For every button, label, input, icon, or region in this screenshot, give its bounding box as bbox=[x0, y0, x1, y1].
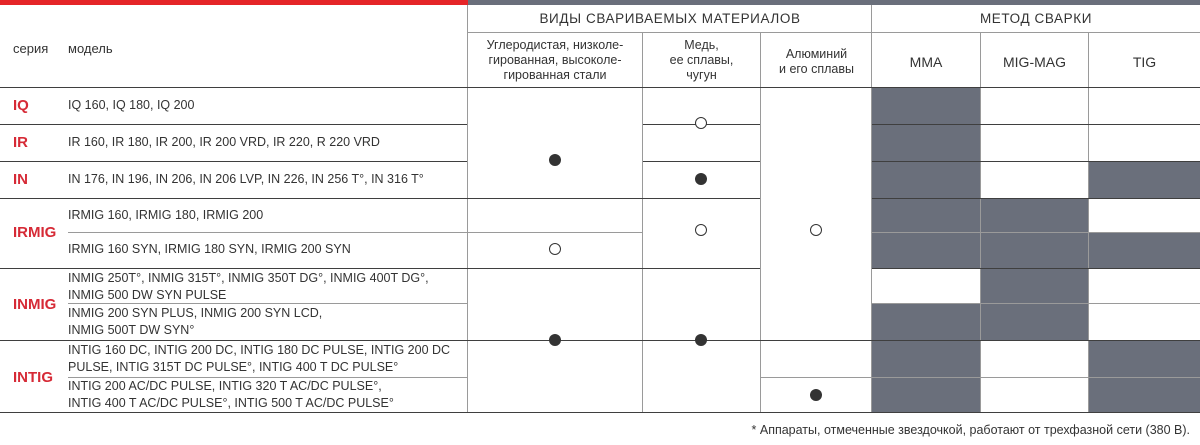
materials-group-header: ВИДЫ СВАРИВАЕМЫХ МАТЕРИАЛОВ bbox=[539, 11, 801, 26]
model-column-header: модель bbox=[68, 41, 113, 56]
mma-shade-irmig2 bbox=[872, 233, 980, 268]
material-copper-header: Медь, ее сплавы, чугун bbox=[669, 38, 734, 82]
open-dot-icon bbox=[695, 224, 707, 236]
row-divider bbox=[0, 161, 467, 162]
filled-dot-icon bbox=[549, 154, 561, 166]
footnote: * Аппараты, отмеченные звездочкой, работают от трехфазной сети (380 В). bbox=[751, 423, 1190, 437]
row-divider bbox=[643, 161, 760, 162]
divider-v bbox=[980, 33, 981, 413]
filled-dot-icon bbox=[549, 334, 561, 346]
series-in: IN bbox=[13, 171, 28, 188]
open-dot-icon bbox=[810, 224, 822, 236]
divider-v bbox=[642, 33, 643, 413]
row-divider bbox=[872, 198, 1200, 199]
tig-shade-irmig2 bbox=[1089, 233, 1200, 268]
divider-h bbox=[468, 32, 1200, 33]
divider-v bbox=[1088, 33, 1089, 413]
tig-shade-intig1 bbox=[1089, 341, 1200, 377]
open-dot-icon bbox=[549, 243, 561, 255]
series-iq: IQ bbox=[13, 97, 29, 114]
mma-shade-iq bbox=[872, 88, 980, 124]
method-group-header: МЕТОД СВАРКИ bbox=[979, 11, 1093, 26]
model-list-ir: IR 160, IR 180, IR 200, IR 200 VRD, IR 220, R 220 VRD bbox=[68, 135, 380, 149]
mma-shade-intig2 bbox=[872, 378, 980, 413]
tig-shade-in bbox=[1089, 162, 1200, 198]
mma-shade-inmig2 bbox=[872, 304, 980, 340]
mma-shade-ir bbox=[872, 125, 980, 161]
divider-v bbox=[760, 33, 761, 413]
migmag-shade-inmig1 bbox=[981, 269, 1089, 304]
filled-dot-icon bbox=[810, 389, 822, 401]
model-list-inmig-2: INMIG 200 SYN PLUS, INMIG 200 SYN LCD, INMIG 500T DW SYN° bbox=[68, 306, 323, 337]
tig-shade-intig2 bbox=[1089, 378, 1200, 413]
material-aluminium-header: Алюминий и его сплавы bbox=[778, 47, 854, 76]
subrow-divider bbox=[872, 303, 1200, 304]
table-bottom-rule bbox=[0, 412, 1200, 413]
row-divider bbox=[0, 268, 760, 269]
mma-shade-intig1 bbox=[872, 341, 980, 377]
model-list-iq: IQ 160, IQ 180, IQ 200 bbox=[68, 98, 195, 112]
filled-dot-icon bbox=[695, 173, 707, 185]
model-list-intig-2: INTIG 200 AC/DC PULSE, INTIG 320 T AC/DC PULSE°, INTIG 400 T AC/DC PULSE°, INTIG 500 T AC/DC PULSE° bbox=[68, 379, 394, 410]
welding-compatibility-table bbox=[0, 5, 1200, 413]
row-divider bbox=[872, 268, 1200, 269]
method-mma-header: MMA bbox=[909, 54, 943, 70]
method-migmag-header: MIG-MAG bbox=[1003, 54, 1066, 70]
migmag-shade-irmig2 bbox=[981, 233, 1089, 268]
model-list-inmig-1: INMIG 250T°, INMIG 315T°, INMIG 350T DG°, INMIG 400T DG°, INMIG 500 DW SYN PULSE bbox=[68, 271, 429, 302]
filled-dot-icon bbox=[695, 334, 707, 346]
row-divider bbox=[0, 124, 467, 125]
model-list-irmig-1: IRMIG 160, IRMIG 180, IRMIG 200 bbox=[68, 208, 264, 222]
series-irmig: IRMIG bbox=[13, 224, 57, 241]
header-bottom-rule bbox=[0, 87, 1200, 88]
mma-shade-in bbox=[872, 162, 980, 198]
model-list-irmig-2: IRMIG 160 SYN, IRMIG 180 SYN, IRMIG 200 SYN bbox=[68, 242, 351, 256]
series-column-header: серия bbox=[13, 41, 49, 56]
row-divider bbox=[872, 124, 1200, 125]
model-list-intig-1: INTIG 160 DC, INTIG 200 DC, INTIG 180 DC PULSE, INTIG 200 DC PULSE, INTIG 315T DC PULSE°, INTIG 400 T DC PULSE° bbox=[68, 343, 451, 374]
subrow-divider bbox=[872, 232, 1200, 233]
row-divider bbox=[0, 340, 1200, 341]
series-intig: INTIG bbox=[13, 369, 53, 386]
row-divider bbox=[0, 198, 760, 199]
model-list-in: IN 176, IN 196, IN 206, IN 206 LVP, IN 226, IN 256 T°, IN 316 T° bbox=[68, 172, 424, 186]
open-dot-icon bbox=[695, 117, 707, 129]
series-ir: IR bbox=[13, 134, 28, 151]
series-inmig: INMIG bbox=[13, 296, 57, 313]
subrow-divider bbox=[68, 232, 642, 233]
subrow-divider bbox=[760, 377, 1200, 378]
method-tig-header: TIG bbox=[1132, 54, 1157, 70]
migmag-shade-inmig2 bbox=[981, 304, 1089, 340]
row-divider bbox=[872, 161, 1200, 162]
material-steel-header: Углеродистая, низколе- гированная, высоколе- гированная стали bbox=[486, 38, 624, 82]
